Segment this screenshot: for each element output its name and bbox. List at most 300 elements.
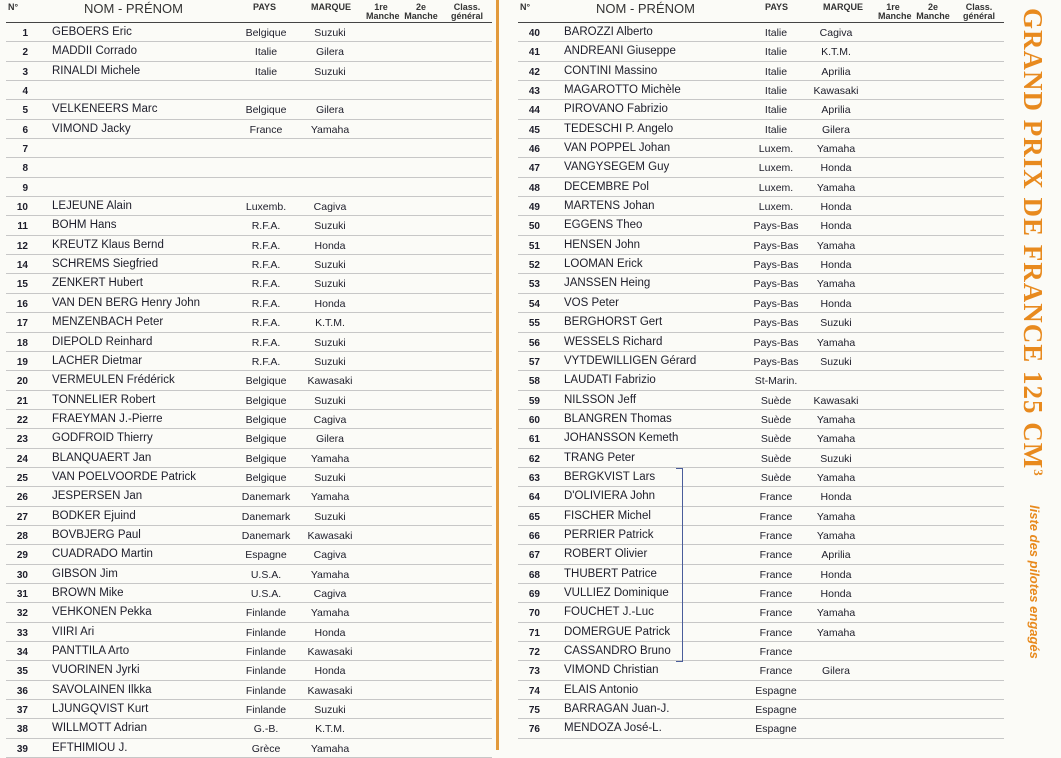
rider-country: Belgique <box>245 433 287 446</box>
header-manche-1: 1re Manche <box>878 2 912 21</box>
rider-country: U.S.A. <box>250 587 282 600</box>
rider-brand: Honda <box>314 665 346 678</box>
row-number: 48 <box>528 182 540 194</box>
table-row <box>518 100 1004 119</box>
rider-name: PERRIER Patrick <box>564 528 654 541</box>
rider-brand: Aprilia <box>821 104 851 117</box>
table-row <box>518 623 1004 642</box>
rider-country: Italie <box>254 46 278 59</box>
rider-brand: Suzuki <box>314 336 346 349</box>
rider-country: France <box>759 607 793 620</box>
rider-brand: Kawasaki <box>307 529 353 542</box>
header-pays: PAYS <box>765 2 789 12</box>
rider-country: R.F.A. <box>251 297 281 310</box>
left-column <box>6 0 492 758</box>
rider-name: MARTENS Johan <box>564 200 655 213</box>
rider-country: Finlande <box>245 646 287 658</box>
rider-name: VIIRI Ari <box>52 625 95 638</box>
row-number: 30 <box>16 569 28 581</box>
rider-name: LOOMAN Erick <box>564 258 643 271</box>
rider-name: GODFROID Thierry <box>52 432 153 445</box>
rider-name: BLANGREN Thomas <box>564 412 672 425</box>
rider-country: France <box>759 646 793 658</box>
rider-name: BODKER Ejuind <box>52 509 136 522</box>
rider-country: Pays-Bas <box>753 297 799 310</box>
table-row <box>6 719 492 738</box>
rider-brand: Yamaha <box>816 278 856 291</box>
rider-country: Belgique <box>245 375 287 388</box>
table-row <box>518 449 1004 468</box>
table-row <box>518 352 1004 371</box>
rider-brand: Yamaha <box>310 123 350 136</box>
right-rows <box>518 23 1004 739</box>
row-number: 73 <box>528 666 540 678</box>
rider-name: BARRAGAN Juan-J. <box>564 703 670 716</box>
rider-name: DOMERGUE Patrick <box>564 625 671 638</box>
row-number: 56 <box>528 337 540 349</box>
rider-brand: Cagiva <box>313 587 347 600</box>
rider-country: Espagne <box>245 549 287 562</box>
row-number: 45 <box>528 124 540 136</box>
row-number: 59 <box>528 395 540 407</box>
rider-name: D'OLIVIERA John <box>564 490 656 503</box>
rider-brand: Honda <box>820 259 852 272</box>
table-row <box>6 603 492 622</box>
row-number: 66 <box>528 530 540 542</box>
rider-country: R.F.A. <box>251 220 281 233</box>
rider-name: BLANQUAERT Jan <box>52 451 152 464</box>
rider-country: Luxem. <box>758 181 794 194</box>
table-row <box>6 255 492 274</box>
row-number: 72 <box>528 647 540 658</box>
rider-name: EGGENS Theo <box>564 219 643 232</box>
rider-brand: Yamaha <box>816 433 856 446</box>
rider-name: GIBSON Jim <box>52 567 118 580</box>
row-number: 35 <box>16 666 28 678</box>
header-classement: Class. général <box>450 2 483 21</box>
rider-brand: Suzuki <box>314 355 346 368</box>
rider-name: VOS Peter <box>564 296 619 309</box>
rider-country: France <box>759 568 793 581</box>
row-number: 67 <box>528 550 540 562</box>
row-number: 19 <box>16 356 28 368</box>
row-number: 44 <box>528 105 540 117</box>
row-number: 52 <box>528 260 540 272</box>
left-rows <box>6 23 492 758</box>
header-no: N° <box>520 2 531 12</box>
rider-country: Belgique <box>245 452 287 465</box>
table-row <box>6 565 492 584</box>
rider-country: France <box>759 529 793 542</box>
row-number: 58 <box>528 376 540 388</box>
header-name: NOM - PRÉNOM <box>84 1 183 16</box>
rider-country: Luxem. <box>758 162 794 175</box>
table-row <box>6 661 492 680</box>
table-row <box>6 42 492 61</box>
row-number: 39 <box>16 743 28 755</box>
table-row <box>518 139 1004 158</box>
table-row <box>518 584 1004 603</box>
rider-country: France <box>759 549 793 562</box>
table-row <box>6 623 492 642</box>
rider-name: TONNELIER Robert <box>52 393 156 406</box>
rider-country: Grèce <box>251 742 281 755</box>
header-pays: PAYS <box>253 2 277 12</box>
rider-country: France <box>759 587 793 600</box>
table-row <box>518 391 1004 410</box>
row-number: 74 <box>528 685 540 697</box>
rider-name: NILSSON Jeff <box>564 393 637 406</box>
handwritten-bracket <box>676 468 683 662</box>
rider-name: JANSSEN Heing <box>564 277 651 290</box>
rider-brand: Aprilia <box>821 549 851 562</box>
table-row <box>6 526 492 545</box>
rider-brand: Suzuki <box>820 317 852 330</box>
rider-name: SCHREMS Siegfried <box>52 258 159 271</box>
row-number: 65 <box>528 511 540 523</box>
row-number: 12 <box>16 240 28 252</box>
rider-country: Luxem. <box>758 201 794 214</box>
table-row <box>6 429 492 448</box>
rider-country: Pays-Bas <box>753 317 799 330</box>
rider-brand: Yamaha <box>816 607 856 620</box>
rider-name: PIROVANO Fabrizio <box>564 103 668 116</box>
rider-brand: Yamaha <box>310 607 350 620</box>
row-number: 5 <box>22 105 28 117</box>
rider-country: France <box>759 626 793 639</box>
rider-name: LAUDATI Fabrizio <box>564 374 656 387</box>
table-row <box>518 178 1004 197</box>
table-row <box>518 81 1004 100</box>
row-number: 16 <box>16 298 28 310</box>
row-number: 15 <box>16 279 28 291</box>
table-row <box>6 487 492 506</box>
rider-country: Italie <box>764 46 788 59</box>
row-number: 55 <box>528 318 540 330</box>
rider-name: VUORINEN Jyrki <box>52 664 140 677</box>
rider-country: Finlande <box>245 704 287 717</box>
table-row <box>518 545 1004 564</box>
rider-name: MAGAROTTO Michèle <box>564 84 681 97</box>
table-row <box>6 23 492 42</box>
table-row <box>6 62 492 81</box>
rider-name: SAVOLAINEN Ilkka <box>52 683 152 696</box>
rider-brand: Gilera <box>315 433 344 446</box>
rider-name: ELAIS Antonio <box>564 683 639 696</box>
row-number: 71 <box>528 627 540 639</box>
table-row <box>6 178 492 197</box>
rider-country: Pays-Bas <box>753 355 799 368</box>
row-number: 1 <box>22 28 28 39</box>
row-number: 62 <box>528 453 540 465</box>
rider-name: BAROZZI Alberto <box>564 26 653 38</box>
rider-name: BOVBJERG Paul <box>52 528 141 541</box>
rider-name: VULLIEZ Dominique <box>564 586 669 599</box>
rider-name: VAN POPPEL Johan <box>564 142 671 155</box>
rider-name: WILLMOTT Adrian <box>52 722 148 735</box>
row-number: 29 <box>16 550 28 562</box>
row-number: 3 <box>22 66 28 78</box>
table-row <box>6 274 492 293</box>
rider-country: Suède <box>760 394 792 407</box>
rider-name: MADDII Corrado <box>52 45 137 58</box>
rider-name: CONTINI Massino <box>564 64 658 77</box>
table-row <box>518 158 1004 177</box>
row-number: 23 <box>16 434 28 446</box>
row-number: 76 <box>528 724 540 736</box>
rider-brand: Honda <box>820 297 852 310</box>
rider-name: RINALDI Michele <box>52 64 141 77</box>
rider-name: DIEPOLD Reinhard <box>52 335 153 348</box>
rider-brand: K.T.M. <box>821 46 851 59</box>
table-row <box>6 352 492 371</box>
rider-name: VIMOND Jacky <box>52 122 131 135</box>
rider-brand: Yamaha <box>816 239 856 252</box>
rider-brand: K.T.M. <box>315 723 345 736</box>
table-row <box>6 642 492 661</box>
table-row <box>6 681 492 700</box>
rider-country: France <box>759 665 793 678</box>
rider-country: Suède <box>760 433 792 446</box>
rider-brand: Suzuki <box>314 27 346 39</box>
row-number: 34 <box>16 647 28 658</box>
row-number: 26 <box>16 492 28 504</box>
table-row <box>518 507 1004 526</box>
rider-country: Finlande <box>245 626 287 639</box>
rider-brand: Honda <box>820 201 852 214</box>
rider-brand: Suzuki <box>314 278 346 291</box>
row-number: 18 <box>16 337 28 349</box>
row-number: 47 <box>528 163 540 175</box>
rider-name: FRAEYMAN J.-Pierre <box>52 412 163 425</box>
rider-country: Danemark <box>241 491 291 504</box>
table-row <box>6 216 492 235</box>
rider-brand: Suzuki <box>314 65 346 78</box>
header-manche-2: 2e Manche <box>404 2 438 21</box>
table-row <box>518 371 1004 390</box>
rider-brand: Suzuki <box>314 510 346 523</box>
row-number: 53 <box>528 279 540 291</box>
rider-country: Pays-Bas <box>753 220 799 233</box>
row-number: 27 <box>16 511 28 523</box>
rider-name: LACHER Dietmar <box>52 354 143 367</box>
rider-name: VAN DEN BERG Henry John <box>52 296 201 309</box>
header-classement: Class. général <box>962 2 995 21</box>
rider-country: Suède <box>760 413 792 426</box>
rider-name: VAN POELVOORDE Patrick <box>52 470 196 483</box>
rider-country: Pays-Bas <box>753 259 799 272</box>
rider-brand: Kawasaki <box>307 684 353 697</box>
row-number: 49 <box>528 202 540 214</box>
row-number: 24 <box>16 453 28 465</box>
column-divider <box>496 0 499 750</box>
table-row <box>6 700 492 719</box>
table-row <box>518 700 1004 719</box>
table-row <box>6 100 492 119</box>
row-number: 7 <box>22 144 28 156</box>
rider-country: Belgique <box>245 413 287 426</box>
rider-brand: K.T.M. <box>315 317 345 330</box>
rider-brand: Honda <box>820 162 852 175</box>
table-row <box>518 642 1004 661</box>
rider-country: Finlande <box>245 607 287 620</box>
row-number: 42 <box>528 66 540 78</box>
table-row <box>6 158 492 177</box>
rider-name: MENDOZA José-L. <box>564 722 662 735</box>
rider-brand: Kawasaki <box>307 375 353 388</box>
rider-brand: Honda <box>314 297 346 310</box>
row-number: 10 <box>16 202 28 214</box>
table-row <box>6 371 492 390</box>
rider-country: U.S.A. <box>250 568 282 581</box>
table-row <box>518 681 1004 700</box>
rider-brand: Honda <box>820 587 852 600</box>
rider-name: VIMOND Christian <box>564 664 659 677</box>
header-manche-2: 2e Manche <box>916 2 950 21</box>
row-number: 60 <box>528 414 540 426</box>
table-row <box>518 274 1004 293</box>
table-row <box>6 545 492 564</box>
rider-name: BERGHORST Gert <box>564 316 663 329</box>
rider-name: JESPERSEN Jan <box>52 490 143 503</box>
rider-country: Belgique <box>245 27 287 39</box>
rider-brand: Kawasaki <box>307 646 353 658</box>
header-manche-1: 1re Manche <box>366 2 400 21</box>
row-number: 61 <box>528 434 540 446</box>
row-number: 37 <box>16 705 28 717</box>
rider-brand: Yamaha <box>310 568 350 581</box>
table-row <box>518 62 1004 81</box>
table-row <box>6 81 492 100</box>
rider-name: DECEMBRE Pol <box>564 180 649 193</box>
table-row <box>6 236 492 255</box>
row-number: 33 <box>16 627 28 639</box>
rider-name: JOHANSSON Kemeth <box>564 432 679 445</box>
row-number: 4 <box>22 86 28 98</box>
rider-name: HENSEN John <box>564 238 641 251</box>
rider-brand: Yamaha <box>816 336 856 349</box>
rider-country: Finlande <box>245 665 287 678</box>
rider-brand: Kawasaki <box>813 85 859 98</box>
rider-brand: Suzuki <box>820 355 852 368</box>
table-row <box>6 507 492 526</box>
rider-country: Espagne <box>755 684 797 697</box>
rider-country: Danemark <box>241 510 291 523</box>
rider-name: EFTHIMIOU J. <box>52 741 128 754</box>
table-row <box>518 565 1004 584</box>
rider-name: BERGKVIST Lars <box>564 470 656 483</box>
rider-country: Espagne <box>755 723 797 736</box>
table-row <box>518 429 1004 448</box>
rider-brand: Kawasaki <box>813 394 859 407</box>
row-number: 20 <box>16 376 28 388</box>
header-marque: MARQUE <box>311 2 351 12</box>
row-number: 9 <box>22 182 28 194</box>
row-number: 46 <box>528 144 540 156</box>
rider-name: MENZENBACH Peter <box>52 316 164 329</box>
row-number: 63 <box>528 472 540 484</box>
row-number: 40 <box>528 28 540 39</box>
row-number: 28 <box>16 530 28 542</box>
rider-country: Belgique <box>245 471 287 484</box>
rider-brand: Suzuki <box>314 259 346 272</box>
table-row <box>518 603 1004 622</box>
row-number: 75 <box>528 705 540 717</box>
table-row <box>518 313 1004 332</box>
rider-country: Italie <box>764 27 788 39</box>
table-row <box>518 120 1004 139</box>
row-number: 54 <box>528 298 540 310</box>
rider-name: VERMEULEN Frédérick <box>52 374 175 387</box>
rider-brand: Honda <box>820 491 852 504</box>
table-row <box>6 294 492 313</box>
rider-name: VYTDEWILLIGEN Gérard <box>564 354 697 367</box>
rider-country: R.F.A. <box>251 355 281 368</box>
rider-country: R.F.A. <box>251 317 281 330</box>
rider-brand: Yamaha <box>310 452 350 465</box>
rider-country: Belgique <box>245 104 287 117</box>
rider-name: CASSANDRO Bruno <box>564 645 671 657</box>
rider-name: ROBERT Olivier <box>564 548 648 561</box>
rider-country: Pays-Bas <box>753 336 799 349</box>
row-number: 43 <box>528 86 540 98</box>
rider-brand: Suzuki <box>314 471 346 484</box>
rider-country: France <box>759 491 793 504</box>
rider-brand: Gilera <box>821 665 850 678</box>
rider-name: PANTTILA Arto <box>52 645 130 657</box>
rider-country: G.-B. <box>253 723 279 736</box>
table-row <box>6 449 492 468</box>
table-row <box>518 410 1004 429</box>
rider-brand: Yamaha <box>816 626 856 639</box>
header-marque: MARQUE <box>823 2 863 12</box>
rider-name: WESSELS Richard <box>564 335 663 348</box>
rider-name: VELKENEERS Marc <box>52 103 158 116</box>
table-row <box>518 255 1004 274</box>
row-number: 2 <box>22 47 28 59</box>
table-row <box>6 197 492 216</box>
row-number: 21 <box>16 395 28 407</box>
table-row <box>6 333 492 352</box>
rider-name: TRANG Peter <box>564 451 635 464</box>
table-row <box>6 410 492 429</box>
rider-country: R.F.A. <box>251 239 281 252</box>
table-row <box>518 216 1004 235</box>
rider-name: BROWN Mike <box>52 586 124 599</box>
rider-country: R.F.A. <box>251 259 281 272</box>
rider-brand: Gilera <box>315 104 344 117</box>
rider-brand: Honda <box>820 220 852 233</box>
rider-name: GEBOERS Eric <box>52 26 132 38</box>
rider-country: Finlande <box>245 684 287 697</box>
table-row <box>6 391 492 410</box>
rider-brand: Suzuki <box>314 704 346 717</box>
rider-brand: Yamaha <box>816 143 856 156</box>
row-number: 64 <box>528 492 540 504</box>
rider-country: Luxem. <box>758 143 794 156</box>
rider-brand: Honda <box>820 568 852 581</box>
row-number: 22 <box>16 414 28 426</box>
rider-brand: Suzuki <box>314 220 346 233</box>
table-row <box>6 584 492 603</box>
row-number: 57 <box>528 356 540 368</box>
rider-name: BOHM Hans <box>52 219 117 232</box>
rider-country: France <box>759 510 793 523</box>
table-row <box>6 139 492 158</box>
table-row <box>6 739 492 758</box>
table-row <box>518 23 1004 42</box>
right-column <box>518 0 1004 739</box>
